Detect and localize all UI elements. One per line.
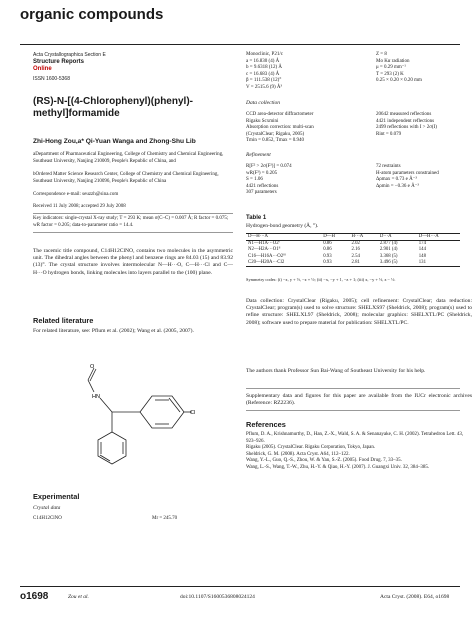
table-row: C16—H16A···O2ⁱⁱⁱ 0.93 2.54 3.368 (5) 148 [248,253,426,259]
reference-item: Wang, L.-S., Wang, T.-W., Zhu, H.-Y. & Qiao, H.-Y. (2007). J. Guangxi Univ. 32, 384–385. [246,464,430,470]
refinement-heading: Refinement [246,152,271,158]
page-number: o1698 [20,591,49,602]
oxygen-label: O [90,364,95,370]
table-header: D—H [323,234,335,239]
reference-list [246,432,472,472]
footer-doi: doi:10.1107/S1600536808024124 [180,594,255,600]
table-row: N1—H1A···O2ⁱ 0.86 2.02 2.877 (4) 174 [248,241,426,247]
hydrogen-bond-table [246,233,460,267]
crystal-data-heading: Crystal data [33,505,61,511]
journal-sub: Structure Reports [33,59,85,65]
data-collection: CCD area-detector diffractometer 20642 measured reflections Rigaku Scxmini 4421 independent reflections Absorption correction: multi-scan 2499 reflections with I > 2σ(I) (CrystalClear; Rigaku, 2005) Rint = 0.079 Tmin = 0.852, Tmax = 0.940 [246,112,437,144]
footer-rule [20,586,460,587]
divider [246,388,460,389]
data-collection-heading: Data collection [246,100,281,106]
symmetry-codes: Symmetry codes: (i) −x, y + ½, −z + ½; (ii) −x, −y + 1, −z + 1; (iii) x, −y + ½, z − ½. [246,277,396,282]
section-title: organic compounds [20,6,164,23]
reference-item: Wang, Y.-L., Guo, Q.-S., Zhou, W. & Yan, S.-Z. (2005). Food Drug. 7, 33–35. [246,458,402,464]
issn: ISSN 1600-5368 [33,76,70,82]
affiliation-a: aDepartment of Pharmaceutical Engineering, College of Chemistry and Chemical Engineering, Southeast University, Nanjing 210009, People's Republic of China, and [33,152,224,164]
molecular-structure [80,352,200,482]
table-caption: Hydrogen-bond geometry (Å, °). [246,223,319,229]
divider [33,232,233,233]
key-indicators: Key indicators: single-crystal X-ray study; T = 293 K; mean σ(C–C) = 0.007 Å; R factor = 0.075; wR factor = 0.205; data-to-parameter ratio = 14.4. [33,216,229,228]
supplementary-note: Supplementary data and figures for this paper are available from the IUCr electronic archives (Reference: RZ2236). [246,393,472,407]
correspondence: Correspondence e-mail: seuzzh@sina.com [33,192,119,197]
divider [33,213,233,214]
reference-item: Sheldrick, G. M. (2008). Acta Cryst. A64, 112–122. [246,451,350,457]
received-dates: Received 11 July 2008; accepted 29 July 2008 [33,204,126,209]
refinement: R[F² > 2σ(F²)] = 0.074 72 restraints wR(F²) = 0.205 H-atom parameters constrained S = 1.06 Δρmax = 0.73 e Å⁻³ 4421 reflections Δρmin = −0.36 e Å⁻³ 307 parameters [246,164,439,196]
references-heading: References [246,420,286,429]
reference-item: Pflum, D. A., Krishnamurthy, D., Han, Z.-X., Wald, S. A. & Senanayake, C. H. (2002). Tetrahedron Lett. 43, 923–926. [246,432,464,444]
table-title: Table 1 [246,215,267,221]
table-header: D—H···A [248,234,268,239]
crystal-data: Monoclinic, P21/c Z = 8 a = 16.830 (4) Å Mo Kα radiation b = 9.6318 (12) Å μ = 0.29 mm⁻¹ c = 16.683 (4) Å T = 293 (2) K β = 111.538 (12)° 0.25 × 0.20 × 0.20 mm V = 2515.6 (9) Å³ [246,52,422,90]
authors: Zhi-Hong Zou,a* Qi-Yuan Wanga and Zhong-Shu Lib [33,138,196,145]
journal-name: Acta Crystallographica Section E [33,52,106,58]
footer-journal: Acta Cryst. (2008). E64, o1698 [380,594,450,600]
online-label: Online [33,66,52,72]
reference-item: Rigaku (2005). CrystalClear. Rigaku Corporation, Tokyo, Japan. [246,445,376,451]
acknowledgement: The authors thank Professor Sun Bai-Wang of Southeast University for his help. [246,368,426,374]
experimental-heading: Experimental [33,492,80,501]
molar-mass: Mr = 245.70 [152,516,178,521]
related-text: For related literature, see: Pflum et al. (2002); Wang et al. (2005, 2007). [33,328,194,334]
software-paragraph: Data collection: CrystalClear (Rigaku, 2005); cell refinement: CrystalClear; data reduction: CrystalClear; program(s) used to solve structure: SHELXS97 (Sheldrick, 2008); program(s) used to refine structure: SHELXL97 (Sheldrick, 2008); molecular graphics: SHELXTL/PC (Sheldrick, 2008); software used to prepare material for publication: SHELXTL/PC. [246,298,472,326]
table-row: N2—H2A···O1ⁱⁱ 0.86 2.16 2.901 (4) 144 [248,247,426,253]
divider [246,410,460,411]
footer-authors: Zou et al. [68,594,89,600]
abstract: The racemic title compound, C14H12ClNO, contains two molecules in the asymmetric unit. The dihedral angles between the phenyl and benzene rings are 84.03 (15) and 83.92 (13)°. The crystal structure involves intermolecular N—H···O, C—H···Cl and C—H···O hydrogen bonds, linking molecules into layers parallel to the (100) plane. [33,248,233,276]
table-header: H···A [351,234,364,239]
table-header: D···A [379,234,392,239]
table-row: C20—H20A···Cl2 0.93 2.81 3.496 (5) 131 [248,259,426,265]
formula: C14H12ClNO [33,516,62,521]
nh-label: HN [92,394,100,400]
chlorine-label: Cl [190,410,196,416]
header-rule [20,44,460,45]
related-heading: Related literature [33,316,94,325]
article-title: (RS)-N-[(4-Chlorophenyl)(phenyl)-methyl]formamide [33,96,193,119]
table-header: D—H···A [418,234,439,239]
affiliation-b: bOrdered Matter Science Research Center, College of Chemistry and Chemical Engineering, Southeast University, Nanjing 210096, People's Republic of China [33,172,219,184]
